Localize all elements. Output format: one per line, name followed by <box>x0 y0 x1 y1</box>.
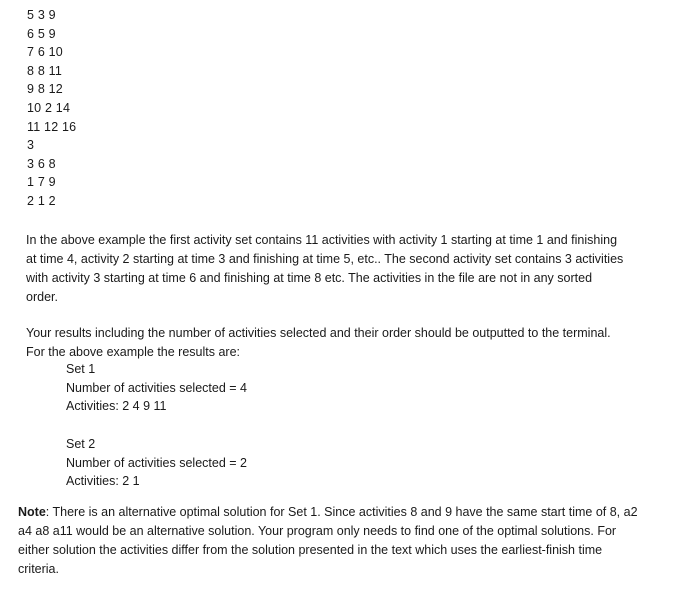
explanation-paragraph: In the above example the first activity set contains 11 activities with activity 1 starting at time 1 and finishing at time 4, activity 2 starting at time 3 and finishing at time 5, etc.. The second activity set contains 3 activities with activity 3 starting at time 6 and finishing at time 8 etc. The activities in the file are not in any sorted order. <box>26 233 624 304</box>
input-line: 5 3 9 <box>27 8 56 22</box>
activities-count: Number of activities selected = 4 <box>66 380 247 395</box>
input-line: 9 8 12 <box>27 82 63 97</box>
activities-count: Number of activities selected = 2 <box>66 455 247 470</box>
activities-list: Activities: 2 1 <box>66 474 140 489</box>
input-line: 2 1 2 <box>27 193 56 208</box>
input-line: 1 7 9 <box>27 175 56 190</box>
input-line: 10 2 14 <box>27 100 71 115</box>
note-text: : There is an alternative optimal solution for Set 1. Since activities 8 and 9 have the same start time of 8, a2 a4 a8 a11 would be an alternative solution. Your program only needs to find one of the optimal solutions. For either solution the activities differ from the solution presented in the text which uses the earliest-finish time criteria. <box>18 505 638 576</box>
results-set-2 <box>66 435 247 491</box>
input-line: 7 6 10 <box>27 45 63 60</box>
note-paragraph <box>18 503 644 579</box>
input-line: 3 <box>27 138 35 153</box>
note-label: Note <box>18 505 46 519</box>
input-example-lines <box>27 6 76 211</box>
input-line: 6 5 9 <box>27 26 56 41</box>
activities-list: Activities: 2 4 9 11 <box>66 399 167 414</box>
input-line: 3 6 8 <box>27 156 56 171</box>
results-intro-paragraph: Your results including the number of activities selected and their order should be outputted to the terminal. For the above example the results are: <box>26 326 611 359</box>
results-set-1 <box>66 360 247 416</box>
input-line: 11 12 16 <box>27 119 77 134</box>
set-title: Set 2 <box>66 437 96 451</box>
set-title: Set 1 <box>66 362 96 376</box>
input-line: 8 8 11 <box>27 63 63 78</box>
